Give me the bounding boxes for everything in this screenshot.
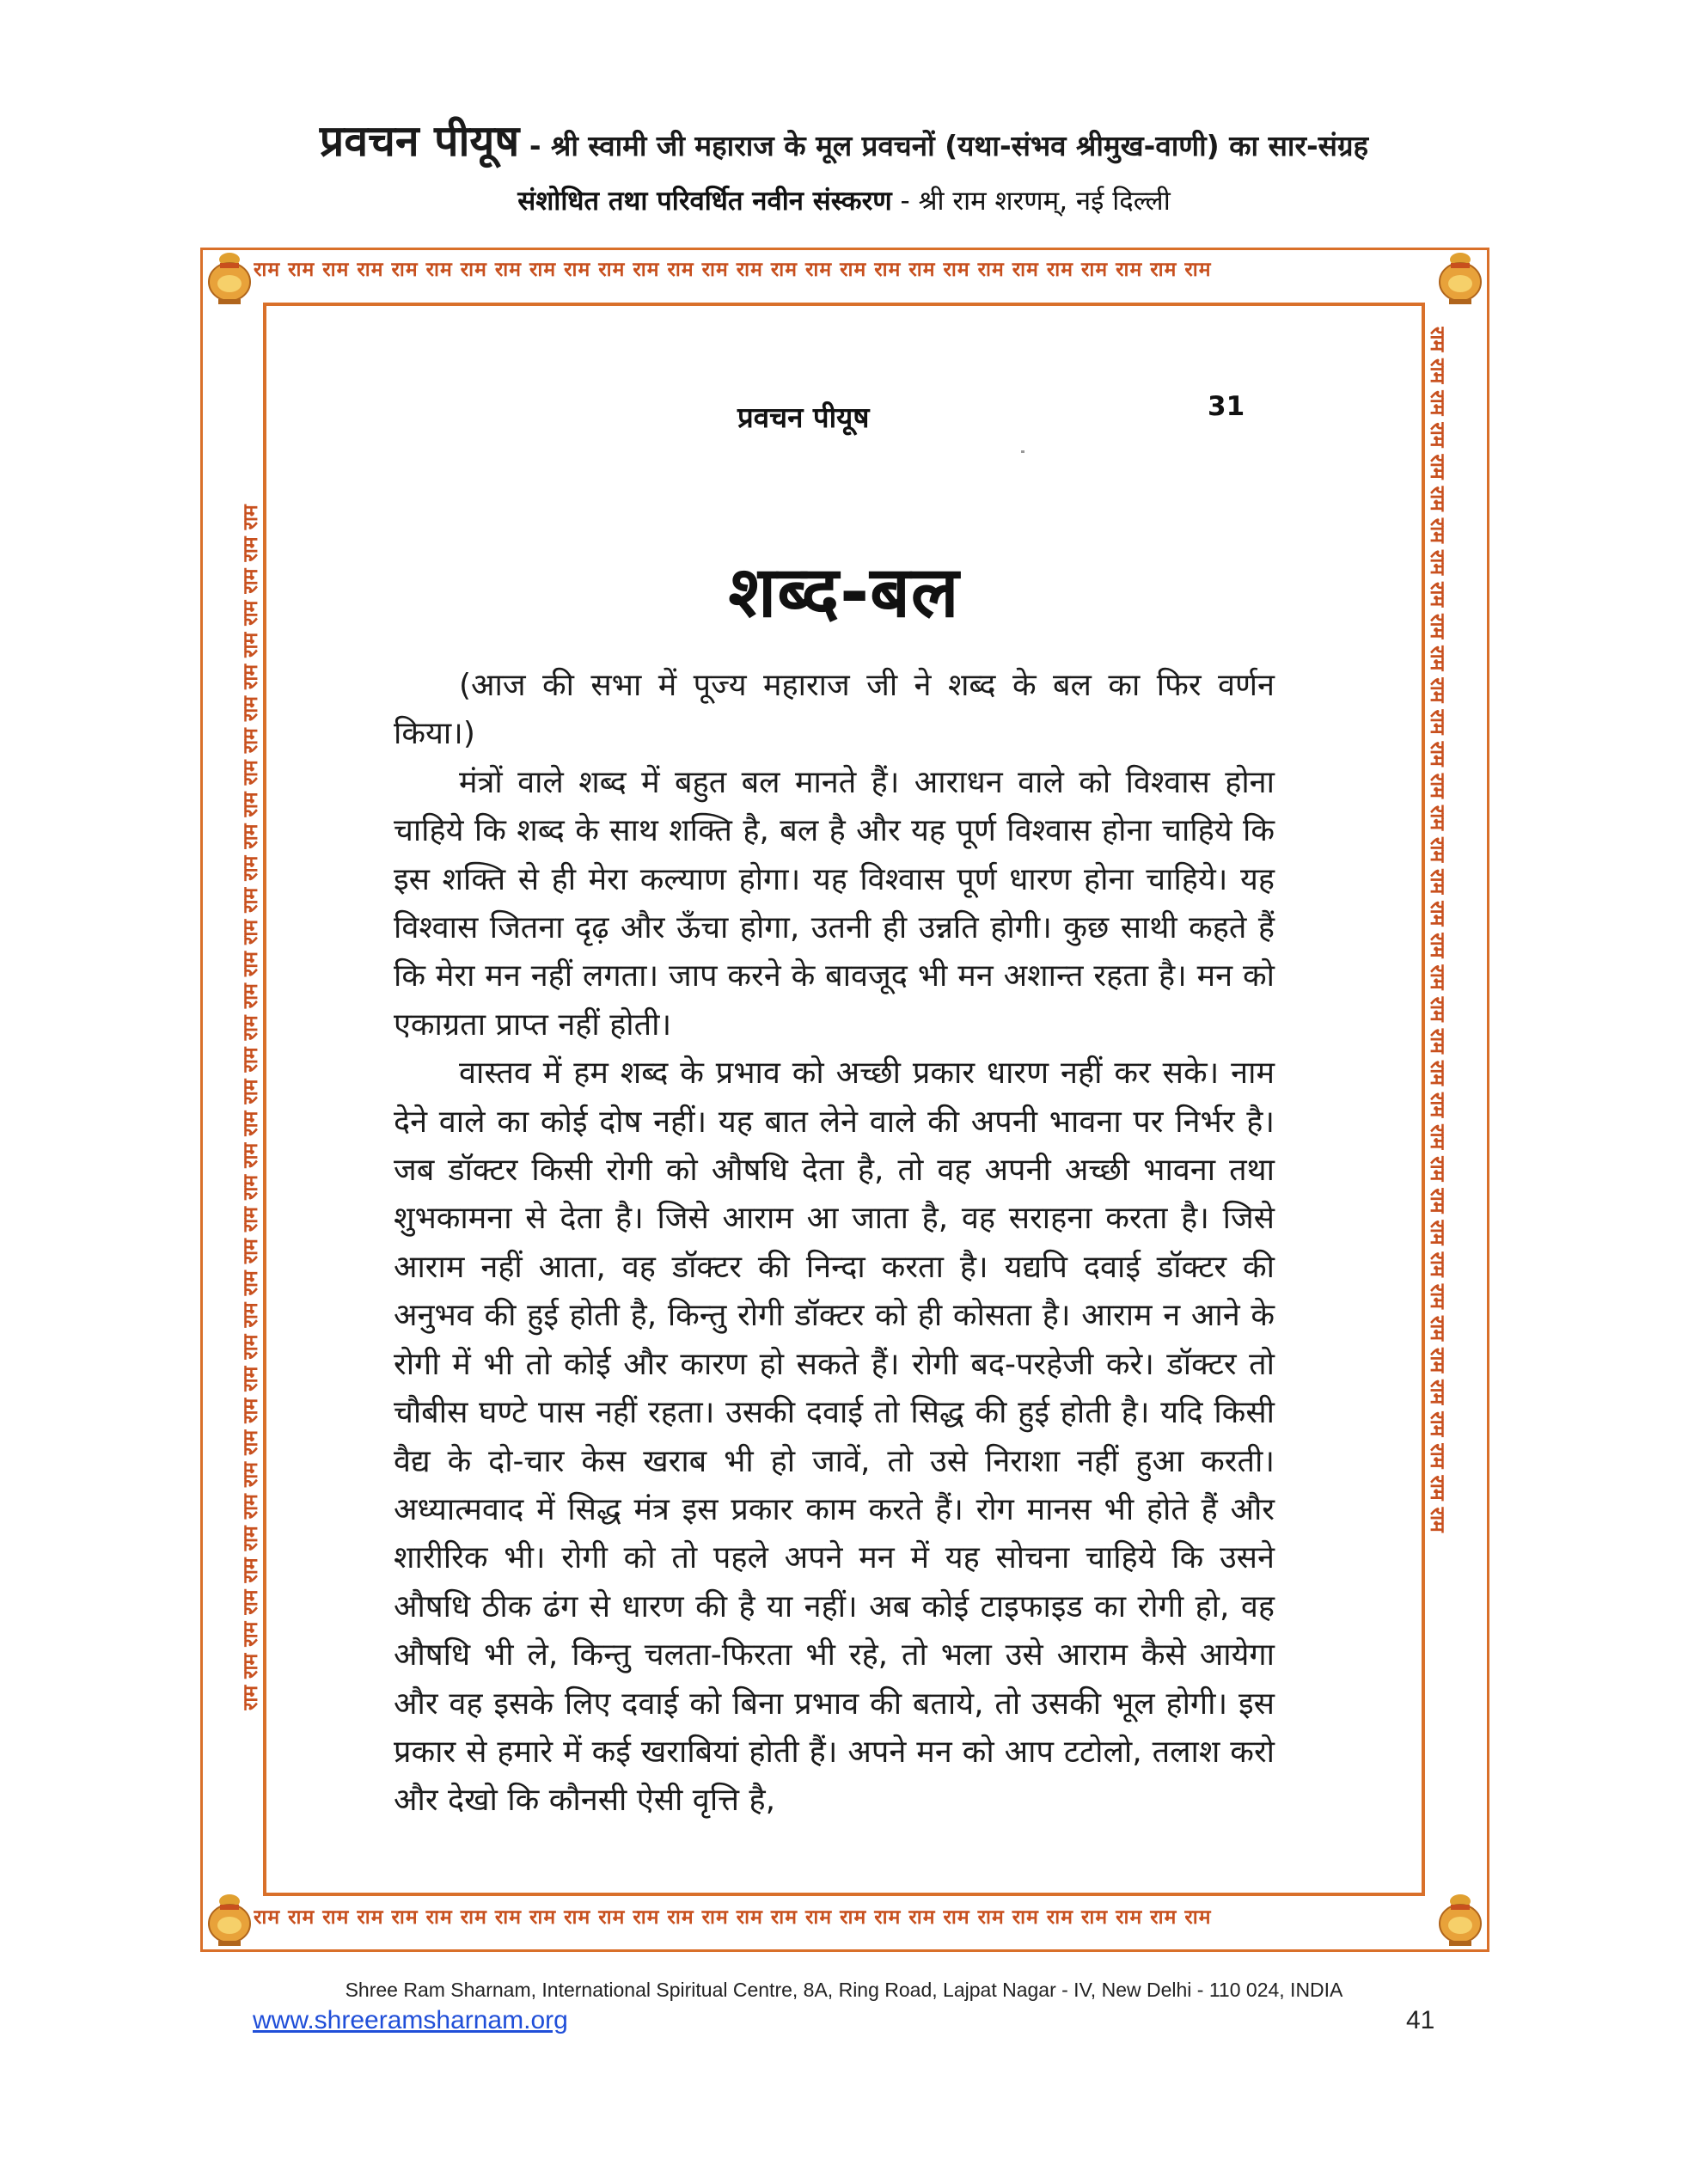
kalash-icon [1434,249,1487,306]
title-rest: - श्री स्वामी जी महाराज के मूल प्रवचनों (यथा-संभव श्रीमुख-वाणी) का सार-संग्रह [519,129,1369,162]
paragraph: (आज की सभा में पूज्य महाराज जी ने शब्द के बल का फिर वर्णन किया।) [394,668,1275,752]
kalash-icon [203,1891,256,1948]
website-link[interactable]: www.shreeramsharnam.org [253,2006,568,2034]
document-title [0,110,1688,168]
document-subtitle [0,182,1688,218]
kalash-icon [203,249,256,306]
footer-page-number: 41 [1406,2006,1435,2034]
title-main: प्रवचन पीयूष [319,116,520,166]
footer-address: Shree Ram Sharnam, International Spiritual Centre, 8A, Ring Road, Lajpat Nagar - IV, New Delhi - 110 024, INDIA [345,1979,1343,2001]
ram-border-bottom: राम राम राम राम राम राम राम राम राम राम राम राम राम राम राम राम राम राम राम राम राम राम राम राम राम राम राम राम [254,1906,1212,1929]
ram-border-top: राम राम राम राम राम राम राम राम राम राम राम राम राम राम राम राम राम राम राम राम राम राम राम राम राम राम राम राम [254,259,1212,281]
ram-border-left: राम राम राम राम राम राम राम राम राम राम राम राम राम राम राम राम राम राम राम राम राम राम राम राम राम राम राम राम राम राम राम राम राम राम राम राम राम राम [240,505,262,1710]
ram-border-right: राम राम राम राम राम राम राम राम राम राम राम राम राम राम राम राम राम राम राम राम राम राम राम राम राम राम राम राम राम राम राम राम राम राम राम राम राम राम [1426,327,1448,1532]
scan-speck [1021,450,1024,453]
body-text [394,662,1275,1826]
chapter-title: शब्द-बल [728,552,960,633]
running-title: प्रवचन पीयूष [737,401,870,434]
kalash-icon [1434,1891,1487,1948]
paragraph: मंत्रों वाले शब्द में बहुत बल मानते हैं। आराधन वाले को विश्वास होना चाहिये कि शब्द के साथ शक्ति है, बल है और यह पूर्ण विश्वास होना चाहिये कि इस शक्ति से ही मेरा कल्याण होगा। यह विश्वास पूर्ण धारण होना चाहिये। यह विश्वास जितना दृढ़ और ऊँचा होगा, उतनी ही उन्नति होगी। कुछ साथी कहते हैं कि मेरा मन नहीं लगता। जाप करने के बावजूद भी मन अशान्त रहता है। मन को एकाग्रता प्राप्त नहीं होती। [394,764,1275,1043]
subtitle-rest: - श्री राम शरणम्, नई दिल्ली [891,186,1171,217]
paragraph: वास्तव में हम शब्द के प्रभाव को अच्छी प्रकार धारण नहीं कर सके। नाम देने वाले का कोई दोष नहीं। यह बात लेने वाले की अपनी भावना पर निर्भर है। जब डॉक्टर किसी रोगी को औषधि देता है, तो वह अपनी अच्छी भावना तथा शुभकामना से देता है। जिसे आराम आ जाता है, वह सराहना करता है। जिसे आराम नहीं आता, वह डॉक्टर की निन्दा करता है। यद्यपि दवाई डॉक्टर की अनुभव की हुई होती है, किन्तु रोगी डॉक्टर को ही कोसता है। आराम न आने के रोगी में भी तो कोई और कारण हो सकते हैं। रोगी बद-परहेजी करे। डॉक्टर तो चौबीस घण्टे पास नहीं रहता। उसकी दवाई तो सिद्ध की हुई होती है। यदि किसी वैद्य के दो-चार केस खराब भी हो जावें, तो उसे निराशा नहीं हुआ करती। अध्यात्मवाद में सिद्ध मंत्र इस प्रकार काम करते हैं। रोग मानस भी होते हैं और शारीरिक भी। रोगी को तो पहले अपने मन में यह सोचना चाहिये कि उसने औषधि ठीक ढंग से धारण की है या नहीं। अब कोई टाइफाइड का रोगी हो, वह औषधि भी ले, किन्तु चलता-फिरता भी रहे, तो भला उसे आराम कैसे आयेगा और वह इसके लिए दवाई को बिना प्रभाव की बताये, तो उसकी भूल होगी। इस प्रकार से हमारे में कई खराबियां होती हैं। अपने मन को आप टटोलो, तलाश करो और देखो कि कौनसी ऐसी वृत्ति है, [394,1055,1275,1819]
subtitle-bold: संशोधित तथा परिवर्धित नवीन संस्करण [517,186,892,217]
scan-page-number: 31 [1208,391,1245,422]
